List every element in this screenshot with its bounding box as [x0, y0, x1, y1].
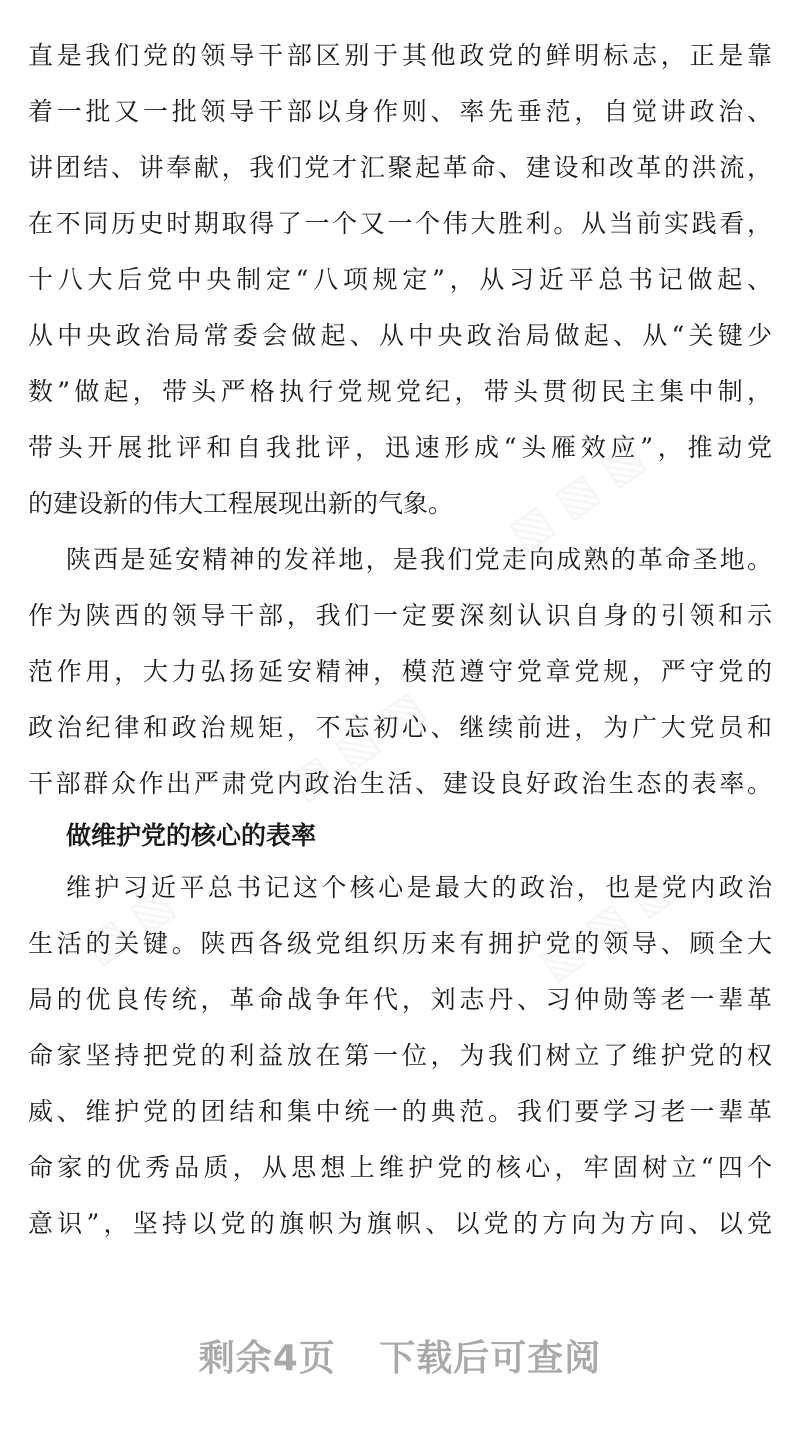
text-line: 威、维护党的团结和集中统一的典范。我们要学习老一辈革 [28, 1097, 772, 1126]
watermark-mark: ▧ ▧ ▧ [279, 680, 434, 811]
text-line: 维护习近平总书记这个核心是最大的政治，也是党内政治 [66, 873, 772, 902]
text-line: 陕西是延安精神的发祥地，是我们党走向成熟的革命圣地。 [66, 545, 772, 574]
watermark-mark: ▧ ▧ ▧ [499, 430, 654, 561]
download-hint-label: 下载后可查阅 [379, 1338, 602, 1379]
section-heading: 做维护党的核心的表率 [66, 821, 317, 850]
text-line: 数”做起，带头严格执行党规党纪，带头贯彻民主集中制， [28, 377, 772, 406]
text-line: 干部群众作出严肃党内政治生活、建设良好政治生态的表率。 [28, 769, 772, 798]
text-line: 政治纪律和政治规矩，不忘初心、继续前进，为广大党员和 [28, 713, 772, 742]
text-line: 讲团结、讲奉献，我们党才汇聚起革命、建设和改革的洪流， [28, 153, 772, 182]
text-line: 十八大后党中央制定“八项规定”，从习近平总书记做起、 [28, 265, 772, 294]
text-line: 着一批又一批领导干部以身作则、率先垂范，自觉讲政治、 [28, 97, 772, 126]
remaining-pages-label: 剩余4页 [198, 1338, 336, 1379]
text-line: 范作用，大力弘扬延安精神，模范遵守党章党规，严守党的 [28, 657, 772, 686]
text-line: 的建设新的伟大工程展现出新的气象。 [28, 489, 454, 518]
watermark-mark: ▧ ▧ ▧ [529, 860, 684, 991]
text-line: 生活的关键。陕西各级党组织历来有拥护党的领导、顾全大 [28, 929, 772, 958]
text-line: 带头开展批评和自我批评，迅速形成“头雁效应”，推动党 [28, 433, 772, 462]
watermark-mark: ▧ ▧ [74, 876, 183, 975]
text-line: 意识”，坚持以党的旗帜为旗帜、以党的方向为方向、以党 [28, 1209, 772, 1238]
text-line: 命家的优秀品质，从思想上维护党的核心，牢固树立“四个 [28, 1153, 772, 1182]
download-prompt[interactable] [0, 1330, 800, 1381]
text-line: 从中央政治局常委会做起、从中央政治局做起、从“关键少 [28, 321, 772, 350]
text-line: 命家坚持把党的利益放在第一位，为我们树立了维护党的权 [28, 1041, 772, 1070]
text-line: 局的优良传统，革命战争年代，刘志丹、习仲勋等老一辈革 [28, 985, 772, 1014]
text-line: 直是我们党的领导干部区别于其他政党的鲜明标志，正是靠 [28, 41, 772, 70]
text-line: 作为陕西的领导干部，我们一定要深刻认识自身的引领和示 [28, 601, 772, 630]
text-line: 在不同历史时期取得了一个又一个伟大胜利。从当前实践看， [28, 209, 772, 238]
